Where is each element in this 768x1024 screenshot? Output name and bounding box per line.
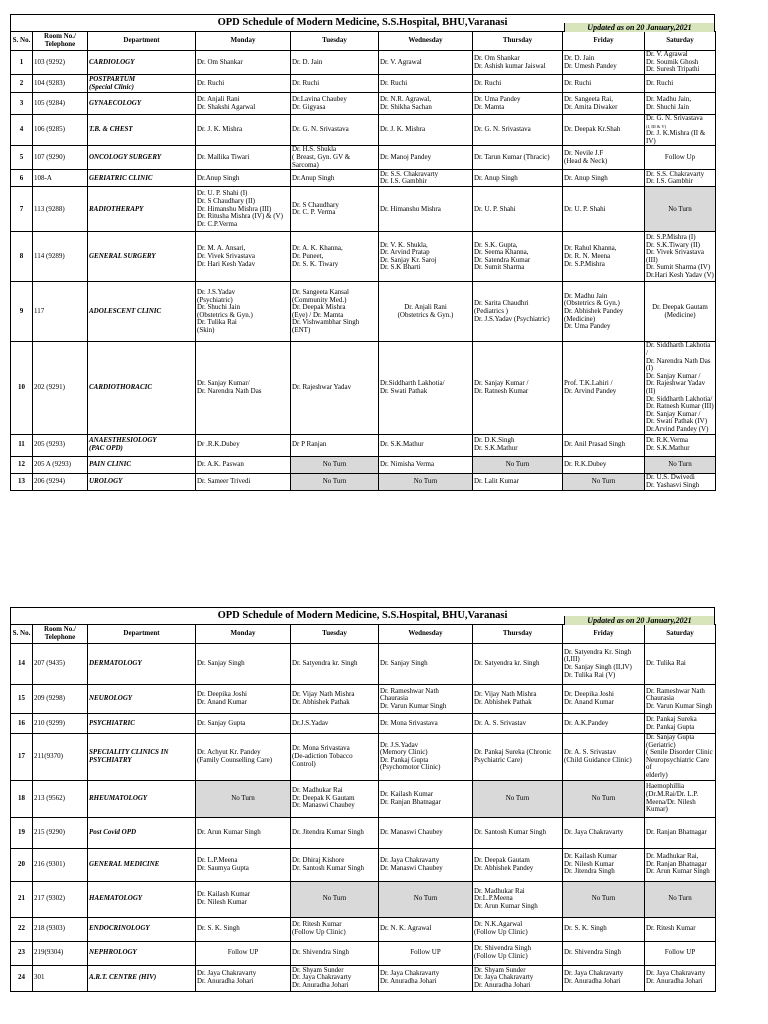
cell-sno: 18	[11, 780, 33, 817]
cell-dept: RADIOTHERAPY	[88, 187, 196, 232]
cell-room: 107 (9290)	[33, 146, 88, 170]
cell-sat: Dr. Tulika Rai	[645, 644, 716, 685]
table-row	[11, 115, 716, 146]
cell-fri: Dr. S. K. Singh	[563, 917, 645, 941]
cell-mon: Dr. Achyut Kr. Pandey (Family Counselling Care)	[196, 734, 291, 781]
table-row	[11, 187, 716, 232]
cell-tue: Dr. Rajeshwar Yadav	[291, 342, 379, 434]
cell-wed: Dr. Ruchi	[379, 75, 473, 93]
cell-wed: Dr. V. K. Shukla, Dr. Arvind Pratap Dr. Sanjay Kr. Saroj Dr. S.K Bharti	[379, 232, 473, 282]
cell-fri: No Turn	[563, 881, 645, 917]
cell-sno: 3	[11, 93, 33, 115]
cell-tue: Dr. Vijay Nath Mishra Dr. Abhishek Pathak	[291, 685, 379, 714]
cell-sno: 24	[11, 965, 33, 991]
column-header: Department	[88, 625, 196, 644]
cell-sat: Follow Up	[645, 146, 716, 170]
cell-mon: Dr. Anjali Rani Dr. Shakshi Agarwal	[196, 93, 291, 115]
cell-sno: 22	[11, 917, 33, 941]
cell-dept: GYNAECOLOGY	[88, 93, 196, 115]
cell-sno: 17	[11, 734, 33, 781]
cell-wed: Dr. S.S. Chakravarty Dr. I.S. Gambhir	[379, 170, 473, 187]
column-header: Thursday	[473, 625, 563, 644]
cell-dept: T.B. & CHEST	[88, 115, 196, 146]
cell-room: 103 (9292)	[33, 51, 88, 75]
cell-thu: Dr. Vijay Nath Mishra Dr. Abhishek Pathak	[473, 685, 563, 714]
column-header: Monday	[196, 625, 291, 644]
cell-dept: HAEMATOLOGY	[88, 881, 196, 917]
cell-tue: Dr. Mona Srivastava (De-adiction Tobacco Control)	[291, 734, 379, 781]
cell-wed: Dr. Nimisha Verma	[379, 456, 473, 473]
cell-wed: Dr. Kailash Kumar Dr. Ranjan Bhatnagar	[379, 780, 473, 817]
column-header: Saturday	[645, 625, 716, 644]
column-header: Room No./ Telephone	[33, 32, 88, 51]
cell-room: 301	[33, 965, 88, 991]
cell-tue: Dr P Ranjan	[291, 434, 379, 456]
cell-wed: No Turn	[379, 473, 473, 490]
cell-sno: 9	[11, 282, 33, 342]
cell-thu: Dr. Uma Pandey Dr. Mamta	[473, 93, 563, 115]
schedule-sheet-2	[10, 607, 715, 992]
updated-date: Updated as on 20 January,2021	[564, 23, 714, 32]
cell-thu: Dr. S.K. Gupta, Dr. Seema Khanna, Dr. Satendra Kumar Dr. Sumit Sharma	[473, 232, 563, 282]
cell-sno: 23	[11, 941, 33, 965]
schedule-table	[10, 31, 716, 491]
cell-mon: Dr.Anup Singh	[196, 170, 291, 187]
cell-mon: Dr. L.P.Meena Dr. Saumya Gupta	[196, 848, 291, 881]
cell-mon: Dr. Ruchi	[196, 75, 291, 93]
cell-room: 106 (9285)	[33, 115, 88, 146]
cell-fri: Dr. U. P. Shahi	[563, 187, 645, 232]
column-header: Thursday	[473, 32, 563, 51]
cell-mon: Dr .R.K.Dubey	[196, 434, 291, 456]
table-row	[11, 456, 716, 473]
cell-sno: 12	[11, 456, 33, 473]
cell-mon: Dr. M. A. Ansari, Dr. Vivek Srivastava Dr. Hari Kesh Yadav	[196, 232, 291, 282]
cell-sat: Dr. U.S. Dwivedi Dr. Yashasvi Singh	[645, 473, 716, 490]
cell-tue: Dr. A. K. Khanna, Dr. Puneet, Dr. S. K. Tiwary	[291, 232, 379, 282]
cell-thu: Dr. N.K.Agarwal (Follow Up Clinic)	[473, 917, 563, 941]
cell-tue: Dr.Anup Singh	[291, 170, 379, 187]
cell-fri: Dr. Rahul Khanna, Dr. R. N. Meena Dr. S.P.Mishra	[563, 232, 645, 282]
cell-dept: ADOLESCENT CLINIC	[88, 282, 196, 342]
cell-tue: Dr. Ritesh Kumar (Follow Up Clinic)	[291, 917, 379, 941]
cell-mon: Follow UP	[196, 941, 291, 965]
cell-fri: Dr. D. Jain Dr. Umesh Pandey	[563, 51, 645, 75]
table-row	[11, 146, 716, 170]
cell-wed: Dr.Siddharth Lakhotia/ Dr. Swati Pathak	[379, 342, 473, 434]
cell-sat: Dr. V. Agrawal Dr. Soumik Ghosh Dr. Suresh Tripathi	[645, 51, 716, 75]
cell-sno: 15	[11, 685, 33, 714]
column-header: Saturday	[645, 32, 716, 51]
cell-room: 117	[33, 282, 88, 342]
column-header: Friday	[563, 32, 645, 51]
cell-room: 210 (9299)	[33, 714, 88, 734]
cell-room: 211(9370)	[33, 734, 88, 781]
table-row	[11, 917, 716, 941]
cell-sat: No Turn	[645, 881, 716, 917]
cell-wed: Dr. N.R. Agrawal, Dr. Shikha Sachan	[379, 93, 473, 115]
cell-mon: Dr. Kailash Kumar Dr. Nilesh Kumar	[196, 881, 291, 917]
cell-fri: Dr. Shivendra Singh	[563, 941, 645, 965]
cell-tue: Dr. Satyendra kr. Singh	[291, 644, 379, 685]
cell-thu: Dr. Lalit Kumar	[473, 473, 563, 490]
cell-mon: Dr. Sanjay Singh	[196, 644, 291, 685]
column-header: Monday	[196, 32, 291, 51]
cell-thu: No Turn	[473, 780, 563, 817]
cell-thu: Dr. Anup Singh	[473, 170, 563, 187]
cell-wed: Dr. Anjali Rani (Obstetrics & Gyn.)	[379, 282, 473, 342]
cell-fri: Dr. Deepak Kr.Shah	[563, 115, 645, 146]
cell-mon: Dr. J. K. Mishra	[196, 115, 291, 146]
column-header: Wednesday	[379, 32, 473, 51]
cell-mon: Dr. Deepika Joshi Dr. Anand Kumar	[196, 685, 291, 714]
cell-fri: Dr. Kailash Kumar Dr. Nilesh Kumar Dr. Jitendra Singh	[563, 848, 645, 881]
cell-tue: No Turn	[291, 473, 379, 490]
cell-thu: Dr. D.K.Singh Dr. S.K.Mathur	[473, 434, 563, 456]
schedule-table	[10, 624, 716, 992]
sheet-title: OPD Schedule of Modern Medicine, S.S.Hospital, BHU,Varanasi Updated as on 20 January,2021	[10, 14, 715, 31]
cell-sno: 2	[11, 75, 33, 93]
cell-mon: Dr. Mallika Tiwari	[196, 146, 291, 170]
cell-sno: 1	[11, 51, 33, 75]
updated-date: Updated as on 20 January,2021	[564, 616, 714, 625]
table-row	[11, 232, 716, 282]
cell-sat: No Turn	[645, 456, 716, 473]
cell-room: 217 (9302)	[33, 881, 88, 917]
cell-room: 209 (9298)	[33, 685, 88, 714]
cell-tue: Dr. Madhukar Rai Dr. Deepak K Gautam Dr. Manaswi Chaubey	[291, 780, 379, 817]
column-header: Tuesday	[291, 32, 379, 51]
cell-dept: GENERAL SURGERY	[88, 232, 196, 282]
cell-sno: 6	[11, 170, 33, 187]
cell-tue: Dr. Jitendra Kumar Singh	[291, 817, 379, 848]
cell-room: 114 (9289)	[33, 232, 88, 282]
cell-sno: 5	[11, 146, 33, 170]
column-header: S. No.	[11, 32, 33, 51]
cell-sat: Dr. Rameshwar Nath Chaurasia Dr. Varun Kumar Singh	[645, 685, 716, 714]
cell-wed: Dr. Manaswi Chaubey	[379, 817, 473, 848]
cell-mon: Dr. Arun Kumar Singh	[196, 817, 291, 848]
cell-sno: 11	[11, 434, 33, 456]
cell-dept: NEUROLOGY	[88, 685, 196, 714]
cell-room: 213 (9562)	[33, 780, 88, 817]
cell-tue: Dr. D. Jain	[291, 51, 379, 75]
cell-wed: Dr. V. Agrawal	[379, 51, 473, 75]
cell-thu: Dr. Tarun Kumar (Thracic)	[473, 146, 563, 170]
table-row	[11, 434, 716, 456]
cell-mon: Dr. Sanjay Kumar/ Dr. Narendra Nath Das	[196, 342, 291, 434]
column-header: Wednesday	[379, 625, 473, 644]
cell-tue: Dr. H.S. Shukla ( Breast, Gyn. GV & Sarcoma)	[291, 146, 379, 170]
cell-mon: Dr. S. K. Singh	[196, 917, 291, 941]
table-row	[11, 714, 716, 734]
table-row	[11, 848, 716, 881]
cell-dept: Post Covid OPD	[88, 817, 196, 848]
cell-room: 104 (9283)	[33, 75, 88, 93]
table-row	[11, 734, 716, 781]
cell-dept: A.R.T. CENTRE (HIV)	[88, 965, 196, 991]
cell-sno: 16	[11, 714, 33, 734]
cell-thu: Dr. Ruchi	[473, 75, 563, 93]
cell-dept: RHEUMATOLOGY	[88, 780, 196, 817]
cell-wed: No Turn	[379, 881, 473, 917]
cell-tue: Dr. Shyam Sunder Dr. Jaya Chakravarty Dr. Anuradha Johari	[291, 965, 379, 991]
cell-thu: No Turn	[473, 456, 563, 473]
cell-fri: Dr. A.K.Pandey	[563, 714, 645, 734]
cell-fri: Dr. A. S. Srivastav (Child Guidance Clinic)	[563, 734, 645, 781]
cell-sat: Dr. Madhukar Rai, Dr. Ranjan Bhatnagar Dr. Arun Kumar Singh	[645, 848, 716, 881]
cell-wed: Dr. Jaya Chakravarty Dr. Manaswi Chaubey	[379, 848, 473, 881]
cell-dept: DERMATOLOGY	[88, 644, 196, 685]
table-row	[11, 817, 716, 848]
table-header	[11, 32, 716, 51]
cell-thu: Dr. Om Shankar Dr. Ashish kumar Jaiswal	[473, 51, 563, 75]
cell-room: 207 (9435)	[33, 644, 88, 685]
cell-sat: Dr. Jaya Chakravarty Dr. Anuradha Johari	[645, 965, 716, 991]
table-row	[11, 342, 716, 434]
cell-tue: No Turn	[291, 881, 379, 917]
cell-thu: Dr. Shyam Sunder Dr. Jaya Chakravarty Dr. Anuradha Johari	[473, 965, 563, 991]
cell-sno: 19	[11, 817, 33, 848]
cell-sat: Dr. G. N. Srivastava (I, III & V) Dr. J. K.Mishra (II & IV)	[645, 115, 716, 146]
cell-room: 215 (9290)	[33, 817, 88, 848]
cell-tue: Dr. Sangeeta Kansal (Community Med.) Dr. Deepak Mishra (Eye) / Dr. Mamta Dr. Vishwambhar Singh (ENT)	[291, 282, 379, 342]
cell-thu: Dr. A. S. Srivastav	[473, 714, 563, 734]
table-row	[11, 282, 716, 342]
cell-room: 218 (9303)	[33, 917, 88, 941]
cell-room: 202 (9291)	[33, 342, 88, 434]
cell-thu: Dr. Deepak Gautam Dr. Abhishek Pandey	[473, 848, 563, 881]
cell-sat: Dr. Ruchi	[645, 75, 716, 93]
cell-thu: Dr. Madhukar Rai Dr.L.P.Meena Dr. Arun Kumar Singh	[473, 881, 563, 917]
cell-tue: Dr. S Chaudhary Dr. C. P. Verma	[291, 187, 379, 232]
cell-wed: Dr. Himanshu Mishra	[379, 187, 473, 232]
cell-dept: ANAESTHESIOLOGY (PAC OPD)	[88, 434, 196, 456]
cell-sat: Dr. Madhu Jain, Dr. Shuchi Jain	[645, 93, 716, 115]
column-header: Tuesday	[291, 625, 379, 644]
cell-room: 216 (9301)	[33, 848, 88, 881]
cell-room: 205 A (9293)	[33, 456, 88, 473]
cell-wed: Dr. J. K. Mishra	[379, 115, 473, 146]
cell-tue: Dr. G. N. Srivastava	[291, 115, 379, 146]
cell-sno: 13	[11, 473, 33, 490]
cell-dept: UROLOGY	[88, 473, 196, 490]
cell-wed: Dr. Rameshwar Nath Chaurasia Dr. Varun Kumar Singh	[379, 685, 473, 714]
cell-wed: Dr. Manoj Pandey	[379, 146, 473, 170]
cell-wed: Dr. Mona Srivastava	[379, 714, 473, 734]
cell-dept: CARDIOLOGY	[88, 51, 196, 75]
cell-thu: Dr. Sanjay Kumar / Dr. Ratnesh Kumar	[473, 342, 563, 434]
cell-sat: Dr. S.S. Chakravarty Dr. I.S. Gambhir	[645, 170, 716, 187]
cell-dept: NEPHROLOGY	[88, 941, 196, 965]
cell-fri: Dr. R.K.Dubey	[563, 456, 645, 473]
cell-sno: 21	[11, 881, 33, 917]
cell-room: 105 (9284)	[33, 93, 88, 115]
cell-thu: Dr. Satyendra kr. Singh	[473, 644, 563, 685]
cell-tue: Dr.J.S.Yadav	[291, 714, 379, 734]
cell-fri: Dr. Madhu Jain (Obstetrics & Gyn.) Dr. Abhishek Pandey (Medicine) Dr. Uma Pandey	[563, 282, 645, 342]
cell-mon: Dr. Sameer Trivedi	[196, 473, 291, 490]
cell-room: 205 (9293)	[33, 434, 88, 456]
cell-room: 219(9304)	[33, 941, 88, 965]
cell-dept: POSTPARTUM (Special Clinic)	[88, 75, 196, 93]
cell-sno: 8	[11, 232, 33, 282]
cell-fri: Dr. Anil Prasad Singh	[563, 434, 645, 456]
table-row	[11, 780, 716, 817]
cell-fri: Dr. Sangeeta Rai, Dr. Amita Diwaker	[563, 93, 645, 115]
table-row	[11, 941, 716, 965]
cell-wed: Dr. J.S.Yadav (Memory Clinic) Dr. Pankaj Gupta (Psychomotor Clinic)	[379, 734, 473, 781]
table-row	[11, 473, 716, 490]
cell-sat: Dr. R.K.Verma Dr. S.K.Mathur	[645, 434, 716, 456]
cell-thu: Dr. Shivendra Singh (Follow Up Clinic)	[473, 941, 563, 965]
cell-dept: CARDIOTHORACIC	[88, 342, 196, 434]
column-header: Friday	[563, 625, 645, 644]
cell-sno: 10	[11, 342, 33, 434]
cell-fri: No Turn	[563, 473, 645, 490]
column-header: Department	[88, 32, 196, 51]
cell-fri: Prof. T.K.Lahiri / Dr. Arvind Pandey	[563, 342, 645, 434]
cell-dept: ENDOCRINOLOGY	[88, 917, 196, 941]
cell-mon: Dr. Jaya Chakravarty Dr. Anuradha Johari	[196, 965, 291, 991]
cell-tue: Dr. Dhiraj Kishore Dr. Santosh Kumar Singh	[291, 848, 379, 881]
cell-mon: Dr. A.K. Paswan	[196, 456, 291, 473]
cell-room: 108-A	[33, 170, 88, 187]
cell-tue: Dr.Lavina Chaubey Dr. Gigyasa	[291, 93, 379, 115]
cell-fri: Dr. Nevile J.F (Head & Neck)	[563, 146, 645, 170]
cell-mon: Dr. J.S.Yadav (Psychiatric) Dr. Shuchi Jain (Obstetrics & Gyn.) Dr. Tulika Rai (Skin)	[196, 282, 291, 342]
cell-thu: Dr. Sarita Chaudhri (Pediatrics ) Dr. J.S.Yadav (Psychiatric)	[473, 282, 563, 342]
table-row	[11, 965, 716, 991]
cell-dept: ONCOLOGY SURGERY	[88, 146, 196, 170]
column-header: Room No./ Telephone	[33, 625, 88, 644]
cell-sat: Follow UP	[645, 941, 716, 965]
cell-mon: Dr. U. P. Shahi (I) Dr. S Chaudhary (II) Dr. Himanshu Mishra (III) Dr. Ritusha Mishra (IV) & (V) Dr. C.P.Verma	[196, 187, 291, 232]
cell-fri: Dr. Satyendra Kr. Singh (I,III) Dr. Sanjay Singh (II,IV) Dr. Tulika Rai (V)	[563, 644, 645, 685]
cell-mon: Dr. Om Shankar	[196, 51, 291, 75]
cell-dept: PAIN CLINIC	[88, 456, 196, 473]
table-row	[11, 881, 716, 917]
cell-sat: Dr. Pankaj Sureka Dr. Pankaj Gupta	[645, 714, 716, 734]
cell-fri: Dr. Ruchi	[563, 75, 645, 93]
cell-sno: 14	[11, 644, 33, 685]
cell-tue: Dr. Ruchi	[291, 75, 379, 93]
sheet-title: OPD Schedule of Modern Medicine, S.S.Hospital, BHU,Varanasi Updated as on 20 January,2021	[10, 607, 715, 624]
cell-wed: Dr. Jaya Chakravarty Dr. Anuradha Johari	[379, 965, 473, 991]
cell-thu: Dr. U. P. Shahi	[473, 187, 563, 232]
cell-tue: Dr. Shivendra Singh	[291, 941, 379, 965]
cell-sno: 7	[11, 187, 33, 232]
cell-fri: Dr. Deepika Joshi Dr. Anand Kumar	[563, 685, 645, 714]
table-row	[11, 93, 716, 115]
cell-tue: No Turn	[291, 456, 379, 473]
cell-room: 206 (9294)	[33, 473, 88, 490]
table-row	[11, 685, 716, 714]
cell-sat: Dr. Ritesh Kumar	[645, 917, 716, 941]
table-row	[11, 170, 716, 187]
table-row	[11, 75, 716, 93]
cell-fri: Dr. Jaya Chakravarty	[563, 817, 645, 848]
cell-wed: Dr. Sanjay Singh	[379, 644, 473, 685]
table-header	[11, 625, 716, 644]
table-row	[11, 51, 716, 75]
cell-sat: Dr. Ranjan Bhatnagar	[645, 817, 716, 848]
cell-sat: Dr. Deepak Gautam (Medicine)	[645, 282, 716, 342]
cell-thu: Dr. Santosh Kumar Singh	[473, 817, 563, 848]
cell-fri: No Turn	[563, 780, 645, 817]
cell-sat: Dr. Siddharth Lakhotia / Dr. Narendra Nath Das (I) Dr. Sanjay Kumar / Dr. Rajeshwar Yadav (II) Dr. Siddharth Lakhotia/ Dr. Ratnesh Kumar (III) Dr. Sanjay Kumar / Dr. Swati Pathak (IV) Dr.Arvind Pandey (V)	[646, 341, 714, 433]
cell-fri: Dr. Anup Singh	[563, 170, 645, 187]
table-row	[11, 644, 716, 685]
cell-dept: SPECIALITY CLINICS IN PSYCHIATRY	[88, 734, 196, 781]
cell-room: 113 (9288)	[33, 187, 88, 232]
cell-sat: Dr. S.P.Mishra (I) Dr. S.K.Tiwary (II) Dr. Vivek Srivastava (III) Dr. Sumit Sharma (IV) Dr.Hari Kesh Yadav (V)	[645, 232, 716, 282]
cell-wed: Dr. N. K. Agrawal	[379, 917, 473, 941]
cell-fri: Dr. Jaya Chakravarty Dr. Anuradha Johari	[563, 965, 645, 991]
cell-wed: Follow UP	[379, 941, 473, 965]
cell-thu: Dr. G. N. Srivastava	[473, 115, 563, 146]
cell-thu: Dr. Pankaj Sureka (Chronic Psychiatric Care)	[473, 734, 563, 781]
cell-wed: Dr. S.K.Mathur	[379, 434, 473, 456]
cell-dept: GENERAL MEDICINE	[88, 848, 196, 881]
cell-mon: No Turn	[196, 780, 291, 817]
cell-sat: No Turn	[645, 187, 716, 232]
cell-sat: Haemophillia (Dr.M.Rai/Dr. L.P. Meena/Dr. Nilesh Kumar)	[645, 780, 716, 817]
schedule-sheet-1	[10, 14, 715, 491]
cell-dept: PSYCHIATRIC	[88, 714, 196, 734]
cell-sat: Dr. Sanjay Gupta (Geriatric) ( Senile Disorder Clinic Neuropsychiatric Care of elderly)	[645, 734, 716, 781]
column-header: S. No.	[11, 625, 33, 644]
cell-sno: 4	[11, 115, 33, 146]
cell-mon: Dr. Sanjay Gupta	[196, 714, 291, 734]
cell-dept: GERIATRIC CLINIC	[88, 170, 196, 187]
cell-sno: 20	[11, 848, 33, 881]
